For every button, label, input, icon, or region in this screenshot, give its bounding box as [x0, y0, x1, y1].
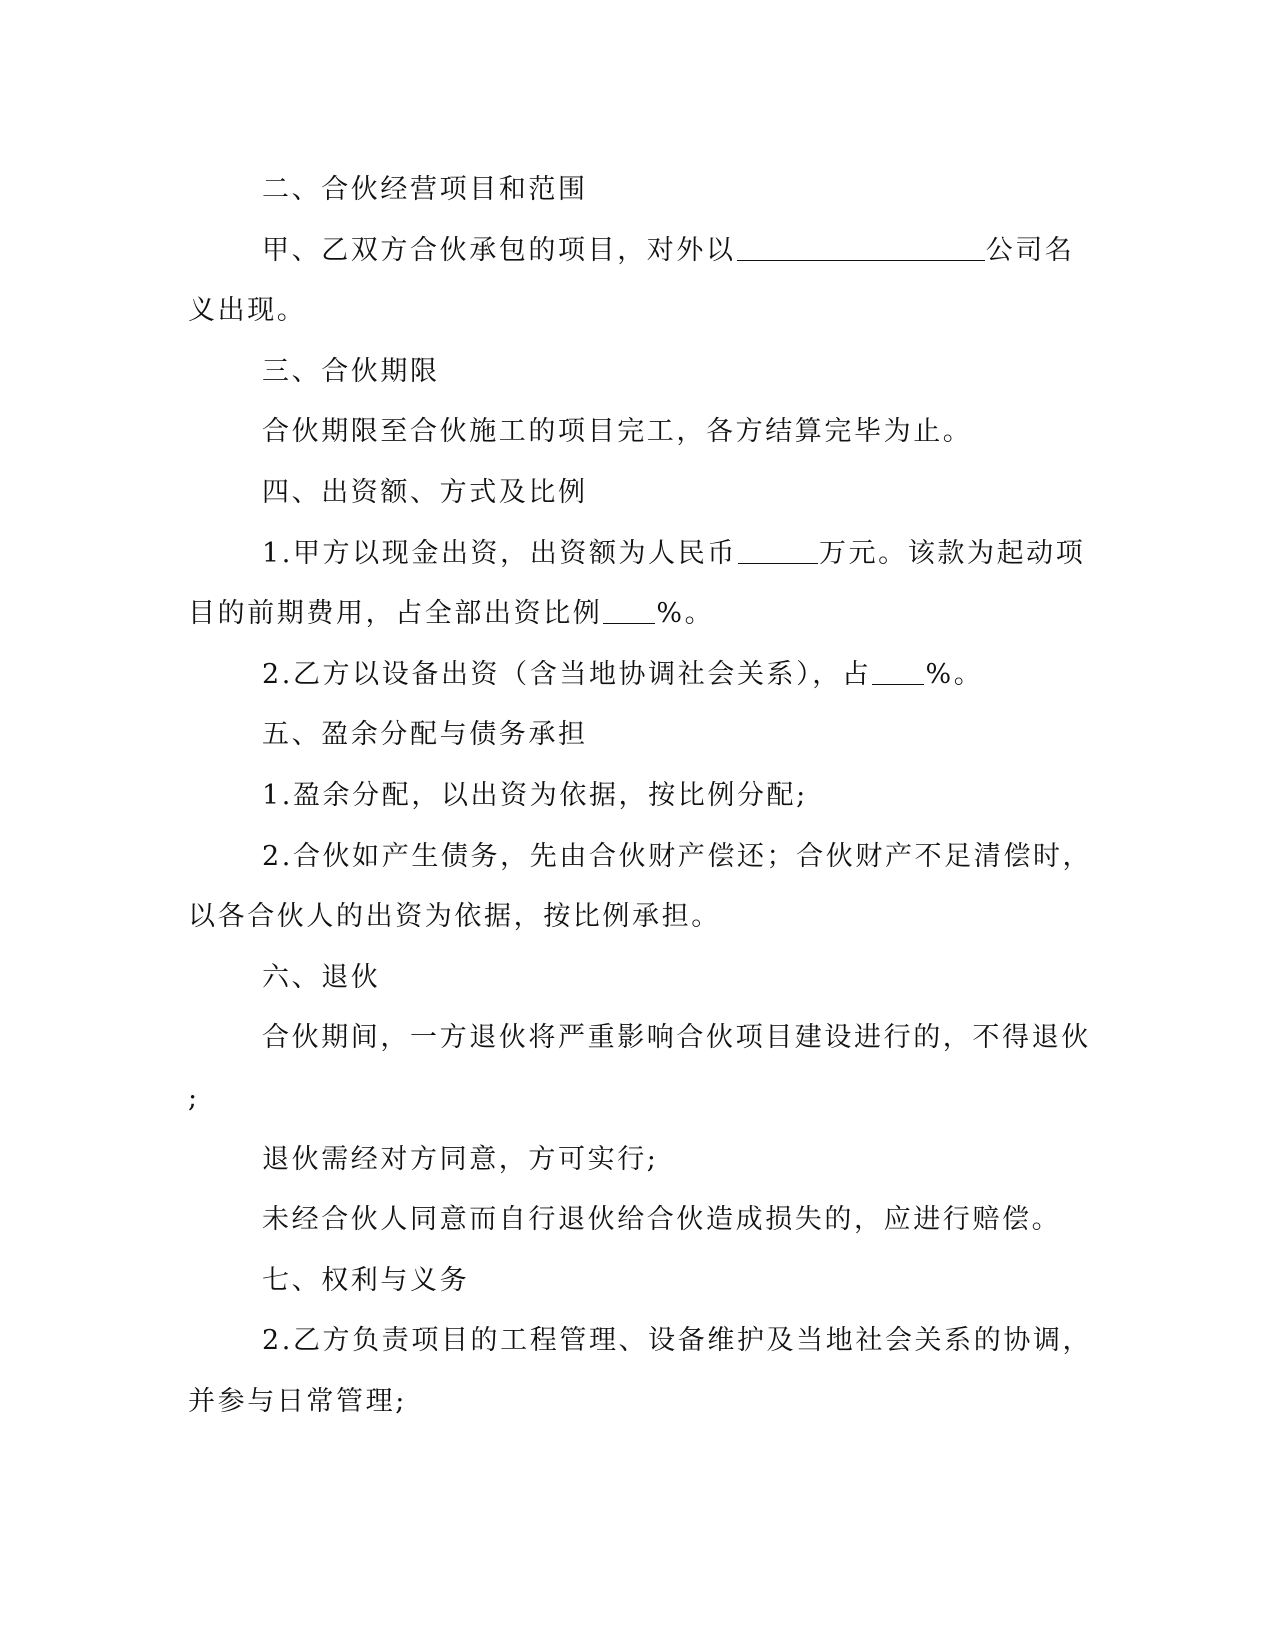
section-6-paragraph-3: 未经合伙人同意而自行退伙给合伙造成损失的，应进行赔偿。 [262, 1204, 1062, 1236]
text-segment: 公司名 [985, 234, 1075, 266]
amount-blank[interactable] [738, 539, 818, 564]
text-segment: %。 [925, 658, 984, 690]
section-2-heading: 二、合伙经营项目和范围 [262, 174, 588, 205]
section-4-item-1-continuation [188, 584, 1068, 645]
section-7-item-2: 2.乙方负责项目的工程管理、设备维护及当地社会关系的协调， [262, 1325, 1093, 1357]
section-2-paragraph [188, 221, 1075, 282]
section-5-item-2: 2.合伙如产生债务，先由合伙财产偿还；合伙财产不足清偿时， [262, 840, 1093, 872]
document-body [188, 160, 1093, 1432]
company-name-blank[interactable] [737, 236, 985, 261]
section-6-heading: 六、退伙 [262, 961, 381, 993]
text-segment: 1.甲方以现金出资，出资额为人民币 [262, 537, 737, 569]
section-3-paragraph: 合伙期限至合伙施工的项目完工，各方结算完毕为止。 [262, 416, 973, 448]
section-4-heading: 四、出资额、方式及比例 [262, 476, 588, 508]
section-5-item-2-continuation: 以各合伙人的出资为依据，按比例承担。 [188, 901, 721, 933]
text-segment: 甲、乙双方合伙承包的项目，对外以 [262, 234, 736, 266]
section-4-item-2 [188, 645, 1068, 706]
party-a-percent-blank[interactable] [603, 599, 655, 624]
section-7-item-2-continuation: 并参与日常管理; [188, 1385, 407, 1417]
text-segment: 目的前期费用，占全部出资比例 [188, 598, 603, 630]
section-3-heading: 三、合伙期限 [262, 355, 440, 387]
section-5-heading: 五、盈余分配与债务承担 [262, 719, 588, 751]
text-segment: 万元。该款为起动项 [818, 537, 1086, 569]
section-6-paragraph-2: 退伙需经对方同意，方可实行; [262, 1143, 659, 1175]
section-5-item-1: 1.盈余分配，以出资为依据，按比例分配; [262, 779, 808, 811]
party-b-percent-blank[interactable] [872, 660, 924, 685]
section-4-item-1 [188, 524, 1086, 585]
text-segment: %。 [656, 598, 715, 630]
section-6-paragraph-1: 合伙期间，一方退伙将严重影响合伙项目建设进行的，不得退伙 [262, 1022, 1091, 1054]
section-7-heading: 七、权利与义务 [262, 1264, 470, 1296]
text-segment: 2.乙方以设备出资（含当地协调社会关系），占 [262, 658, 872, 690]
section-2-paragraph-continuation: 义出现。 [188, 295, 307, 327]
section-6-paragraph-1-continuation: ; [188, 1082, 200, 1114]
